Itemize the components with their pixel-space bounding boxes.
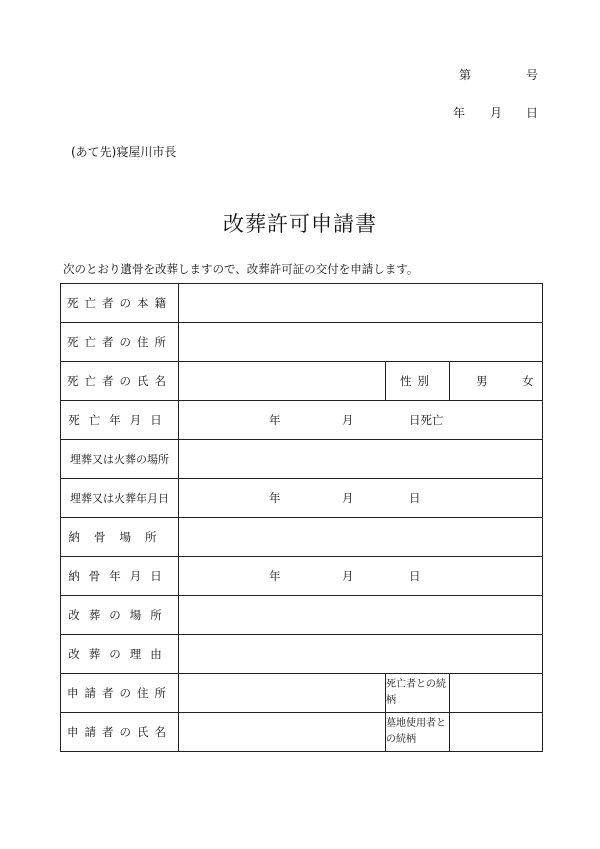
number-prefix: 第 xyxy=(459,68,472,82)
row-label: 埋葬又は火葬年月日 xyxy=(61,479,179,518)
table-row xyxy=(61,635,543,674)
date-year-unit: 年 xyxy=(269,413,281,427)
relation-deceased-label: 死亡者との続柄 xyxy=(386,674,450,713)
table-row xyxy=(61,518,543,557)
date-year-unit: 年 xyxy=(269,491,281,505)
row-label: 死亡者の氏名 xyxy=(61,362,179,401)
row-label: 申請者の氏名 xyxy=(61,713,179,752)
row-label: 納骨場所 xyxy=(61,518,179,557)
date-month-label: 月 xyxy=(490,106,503,120)
row-label: 死亡者の住所 xyxy=(61,323,179,362)
document-title: 改葬許可申請書 xyxy=(223,212,377,236)
reburial-reason-field[interactable] xyxy=(179,635,543,674)
intro-text: 次のとおり遺骨を改葬しますので、改葬許可証の交付を申請します。 xyxy=(63,262,419,276)
table-row xyxy=(61,713,543,752)
row-label: 改葬の場所 xyxy=(61,596,179,635)
date-month-unit: 月 xyxy=(342,413,354,427)
addressee: (あて先)寝屋川市長 xyxy=(71,145,177,159)
date-day-label: 日 xyxy=(526,106,539,120)
date-day-unit: 日 xyxy=(409,491,421,505)
honseki-field[interactable] xyxy=(179,284,543,323)
table-row xyxy=(61,401,543,440)
date-day-unit: 日死亡 xyxy=(409,413,444,427)
table-row xyxy=(61,674,543,713)
nokotsu-place-field[interactable] xyxy=(179,518,543,557)
nokotsu-date-field[interactable] xyxy=(179,557,543,596)
date-month-unit: 月 xyxy=(342,569,354,583)
relation-grave-user-label: 墓地使用者との続柄 xyxy=(386,713,450,752)
table-row xyxy=(61,557,543,596)
applicant-address-field[interactable] xyxy=(179,674,386,713)
table-row xyxy=(61,440,543,479)
relation-grave-user-field[interactable] xyxy=(450,713,543,752)
death-date-field[interactable] xyxy=(179,401,543,440)
date-day-unit: 日 xyxy=(409,569,421,583)
table-row xyxy=(61,284,543,323)
deceased-name-field[interactable] xyxy=(179,362,386,401)
application-form-table xyxy=(60,283,543,752)
row-label: 埋葬又は火葬の場所 xyxy=(61,440,179,479)
table-row xyxy=(61,596,543,635)
table-row xyxy=(61,479,543,518)
row-label: 納骨年月日 xyxy=(61,557,179,596)
table-row xyxy=(61,323,543,362)
burial-place-field[interactable] xyxy=(179,440,543,479)
row-label: 死亡者の本籍 xyxy=(61,284,179,323)
row-label: 死亡年月日 xyxy=(61,401,179,440)
date-year-label: 年 xyxy=(453,106,466,120)
sex-label-cell: 性別 xyxy=(386,362,450,401)
applicant-name-field[interactable] xyxy=(179,713,386,752)
row-label: 申請者の住所 xyxy=(61,674,179,713)
reburial-place-field[interactable] xyxy=(179,596,543,635)
row-label: 改葬の理由 xyxy=(61,635,179,674)
burial-date-field[interactable] xyxy=(179,479,543,518)
sex-field[interactable] xyxy=(450,362,543,401)
date-month-unit: 月 xyxy=(342,491,354,505)
sex-option-male[interactable]: 男 xyxy=(476,374,488,388)
deceased-address-field[interactable] xyxy=(179,323,543,362)
table-row xyxy=(61,362,543,401)
date-year-unit: 年 xyxy=(269,569,281,583)
number-suffix: 号 xyxy=(526,68,539,82)
relation-deceased-field[interactable] xyxy=(450,674,543,713)
sex-option-female[interactable]: 女 xyxy=(522,374,534,388)
